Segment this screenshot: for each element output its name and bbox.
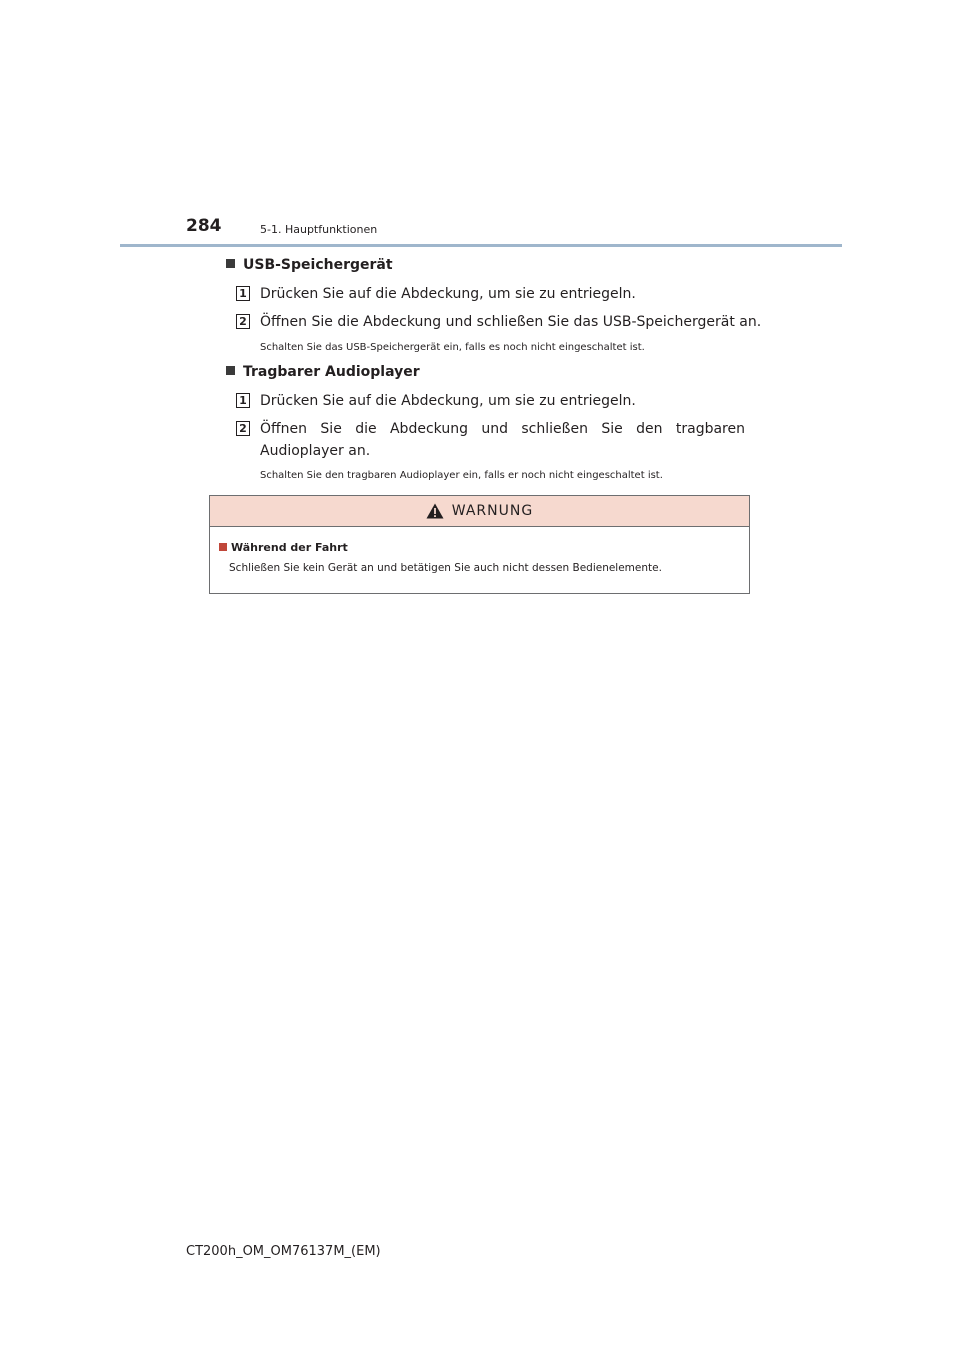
warning-title: WARNUNG (451, 503, 534, 519)
note-text: Schalten Sie den tragbaren Audioplayer ein, falls er noch nicht eingeschaltet ist. (260, 470, 663, 481)
section-heading-text: USB-Speichergerät (243, 257, 393, 273)
square-bullet-icon (226, 259, 235, 268)
warning-item-heading-text: Während der Fahrt (231, 541, 348, 554)
section-heading-text: Tragbarer Audioplayer (243, 364, 420, 380)
warning-triangle-icon (426, 503, 444, 519)
page-number: 284 (186, 216, 222, 236)
square-bullet-icon (226, 366, 235, 375)
step-text: Öffnen Sie die Abdeckung und schließen Sie das USB-Speichergerät an. (260, 314, 762, 330)
note-text: Schalten Sie das USB-Speichergerät ein, falls es noch nicht eingeschaltet ist. (260, 342, 645, 353)
step-badge-1: 1 (236, 393, 250, 408)
section-heading-audioplayer (226, 364, 420, 380)
step-text: Drücken Sie auf die Abdeckung, um sie zu entriegeln. (260, 393, 636, 409)
section-heading-usb (226, 257, 393, 273)
header-rule (120, 244, 842, 247)
step-badge-1: 1 (236, 286, 250, 301)
warning-item-heading (219, 541, 348, 554)
section-title: 5-1. Hauptfunktionen (260, 223, 378, 236)
step-text: Drücken Sie auf die Abdeckung, um sie zu entriegeln. (260, 286, 636, 302)
step-text: Öffnen Sie die Abdeckung und schließen Sie den tragbaren Audioplayer an. (260, 421, 745, 459)
square-bullet-icon (219, 543, 227, 551)
document-code: CT200h_OM_OM76137M_(EM) (186, 1244, 381, 1259)
warning-box (209, 495, 750, 594)
warning-header (210, 496, 749, 527)
step-badge-2: 2 (236, 421, 250, 436)
step-badge-2: 2 (236, 314, 250, 329)
warning-item-text: Schließen Sie kein Gerät an und betätigen Sie auch nicht dessen Bedienelemente. (229, 562, 662, 574)
